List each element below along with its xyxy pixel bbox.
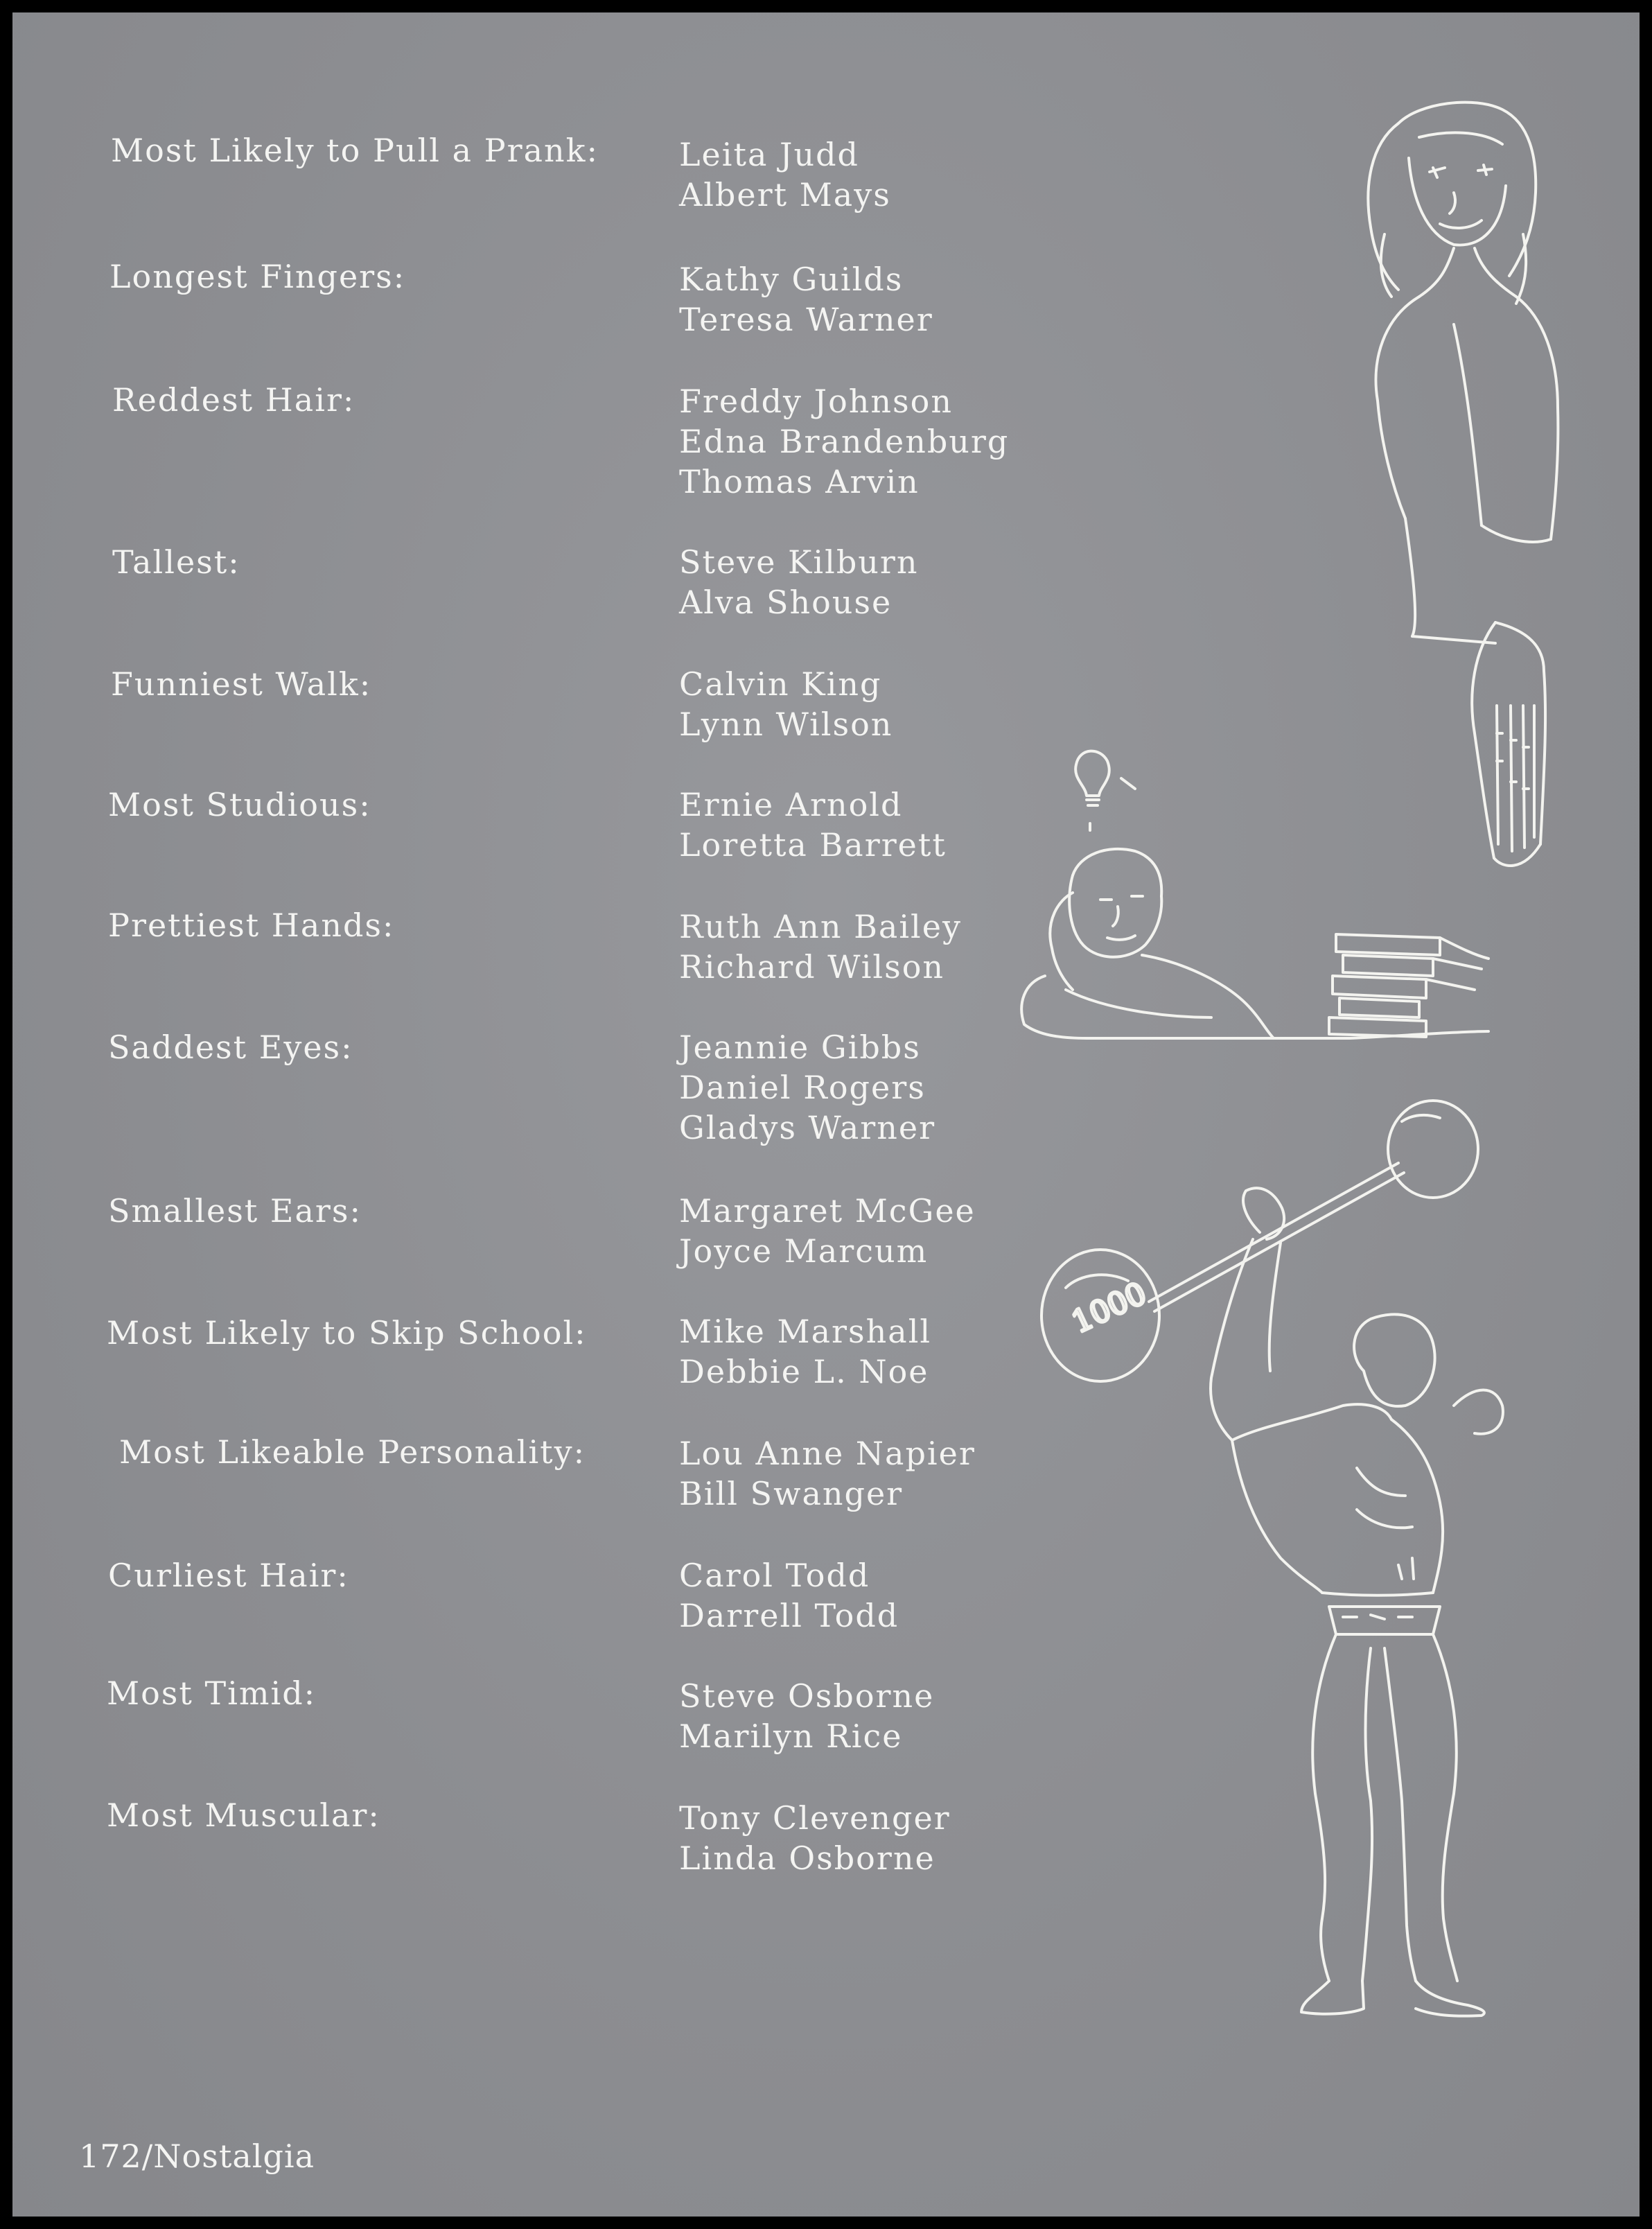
student-name: Calvin King (679, 665, 882, 703)
award-category: Most Muscular: (107, 1797, 380, 1834)
student-name: Jeannie Gibbs (679, 1029, 921, 1066)
barbell-label: 1000 (1066, 1275, 1152, 1340)
award-names (679, 785, 947, 865)
student-name: Gladys Warner (679, 1109, 936, 1146)
award-category: Smallest Ears: (108, 1192, 362, 1230)
student-name: Steve Osborne (679, 1677, 935, 1715)
student-name: Loretta Barrett (679, 826, 947, 864)
yearbook-page (12, 12, 1640, 2217)
award-names (679, 907, 962, 987)
student-name: Bill Swanger (679, 1475, 904, 1512)
award-names (679, 134, 891, 215)
student-name: Leita Judd (679, 136, 859, 173)
studious-student-illustration (1003, 740, 1544, 1073)
student-name: Margaret McGee (679, 1192, 976, 1230)
award-category: Tallest: (112, 543, 240, 581)
award-category: Most Timid: (107, 1675, 317, 1712)
student-name: Kathy Guilds (679, 261, 904, 298)
student-name: Carol Todd (679, 1557, 870, 1594)
award-category: Reddest Hair: (112, 381, 355, 419)
award-names (679, 1676, 934, 1756)
award-names (679, 1555, 899, 1636)
award-names (679, 664, 893, 744)
award-category: Longest Fingers: (109, 258, 406, 295)
student-name: Freddy Johnson (679, 383, 953, 420)
student-name: Edna Brandenburg (679, 423, 1010, 460)
award-names (679, 542, 919, 622)
award-category: Funniest Walk: (111, 665, 372, 703)
award-names (679, 1433, 976, 1514)
award-category: Most Studious: (108, 786, 371, 823)
weightlifter-illustration (1024, 1080, 1579, 2119)
student-name: Joyce Marcum (679, 1232, 929, 1270)
student-name: Alva Shouse (679, 584, 893, 621)
student-name: Thomas Arvin (679, 463, 920, 500)
student-name: Steve Kilburn (679, 543, 919, 581)
award-category: Most Likely to Skip School: (107, 1314, 587, 1352)
student-name: Daniel Rogers (679, 1069, 926, 1106)
student-name: Darrell Todd (679, 1597, 899, 1634)
award-category: Prettiest Hands: (108, 907, 395, 944)
award-names (679, 1311, 931, 1392)
award-names (679, 381, 1009, 502)
award-category: Most Likely to Pull a Prank: (111, 132, 599, 169)
award-names (679, 259, 933, 340)
award-category: Curliest Hair: (108, 1557, 349, 1594)
award-names (679, 1798, 951, 1878)
student-name: Ruth Ann Bailey (679, 908, 962, 945)
award-category: Most Likeable Personality: (119, 1433, 586, 1471)
award-names (679, 1027, 935, 1148)
student-name: Marilyn Rice (679, 1717, 903, 1755)
student-name: Debbie L. Noe (679, 1353, 929, 1390)
student-name: Tony Clevenger (679, 1799, 951, 1837)
student-name: Richard Wilson (679, 948, 945, 986)
award-names (679, 1191, 976, 1271)
award-category: Saddest Eyes: (108, 1029, 353, 1066)
student-name: Teresa Warner (679, 301, 933, 338)
page-footer: 172/Nostalgia (79, 2138, 315, 2175)
student-name: Linda Osborne (679, 1839, 935, 1877)
student-name: Lynn Wilson (679, 706, 893, 743)
student-name: Albert Mays (679, 176, 891, 213)
student-name: Mike Marshall (679, 1313, 932, 1350)
student-name: Lou Anne Napier (679, 1435, 976, 1472)
student-name: Ernie Arnold (679, 786, 903, 823)
